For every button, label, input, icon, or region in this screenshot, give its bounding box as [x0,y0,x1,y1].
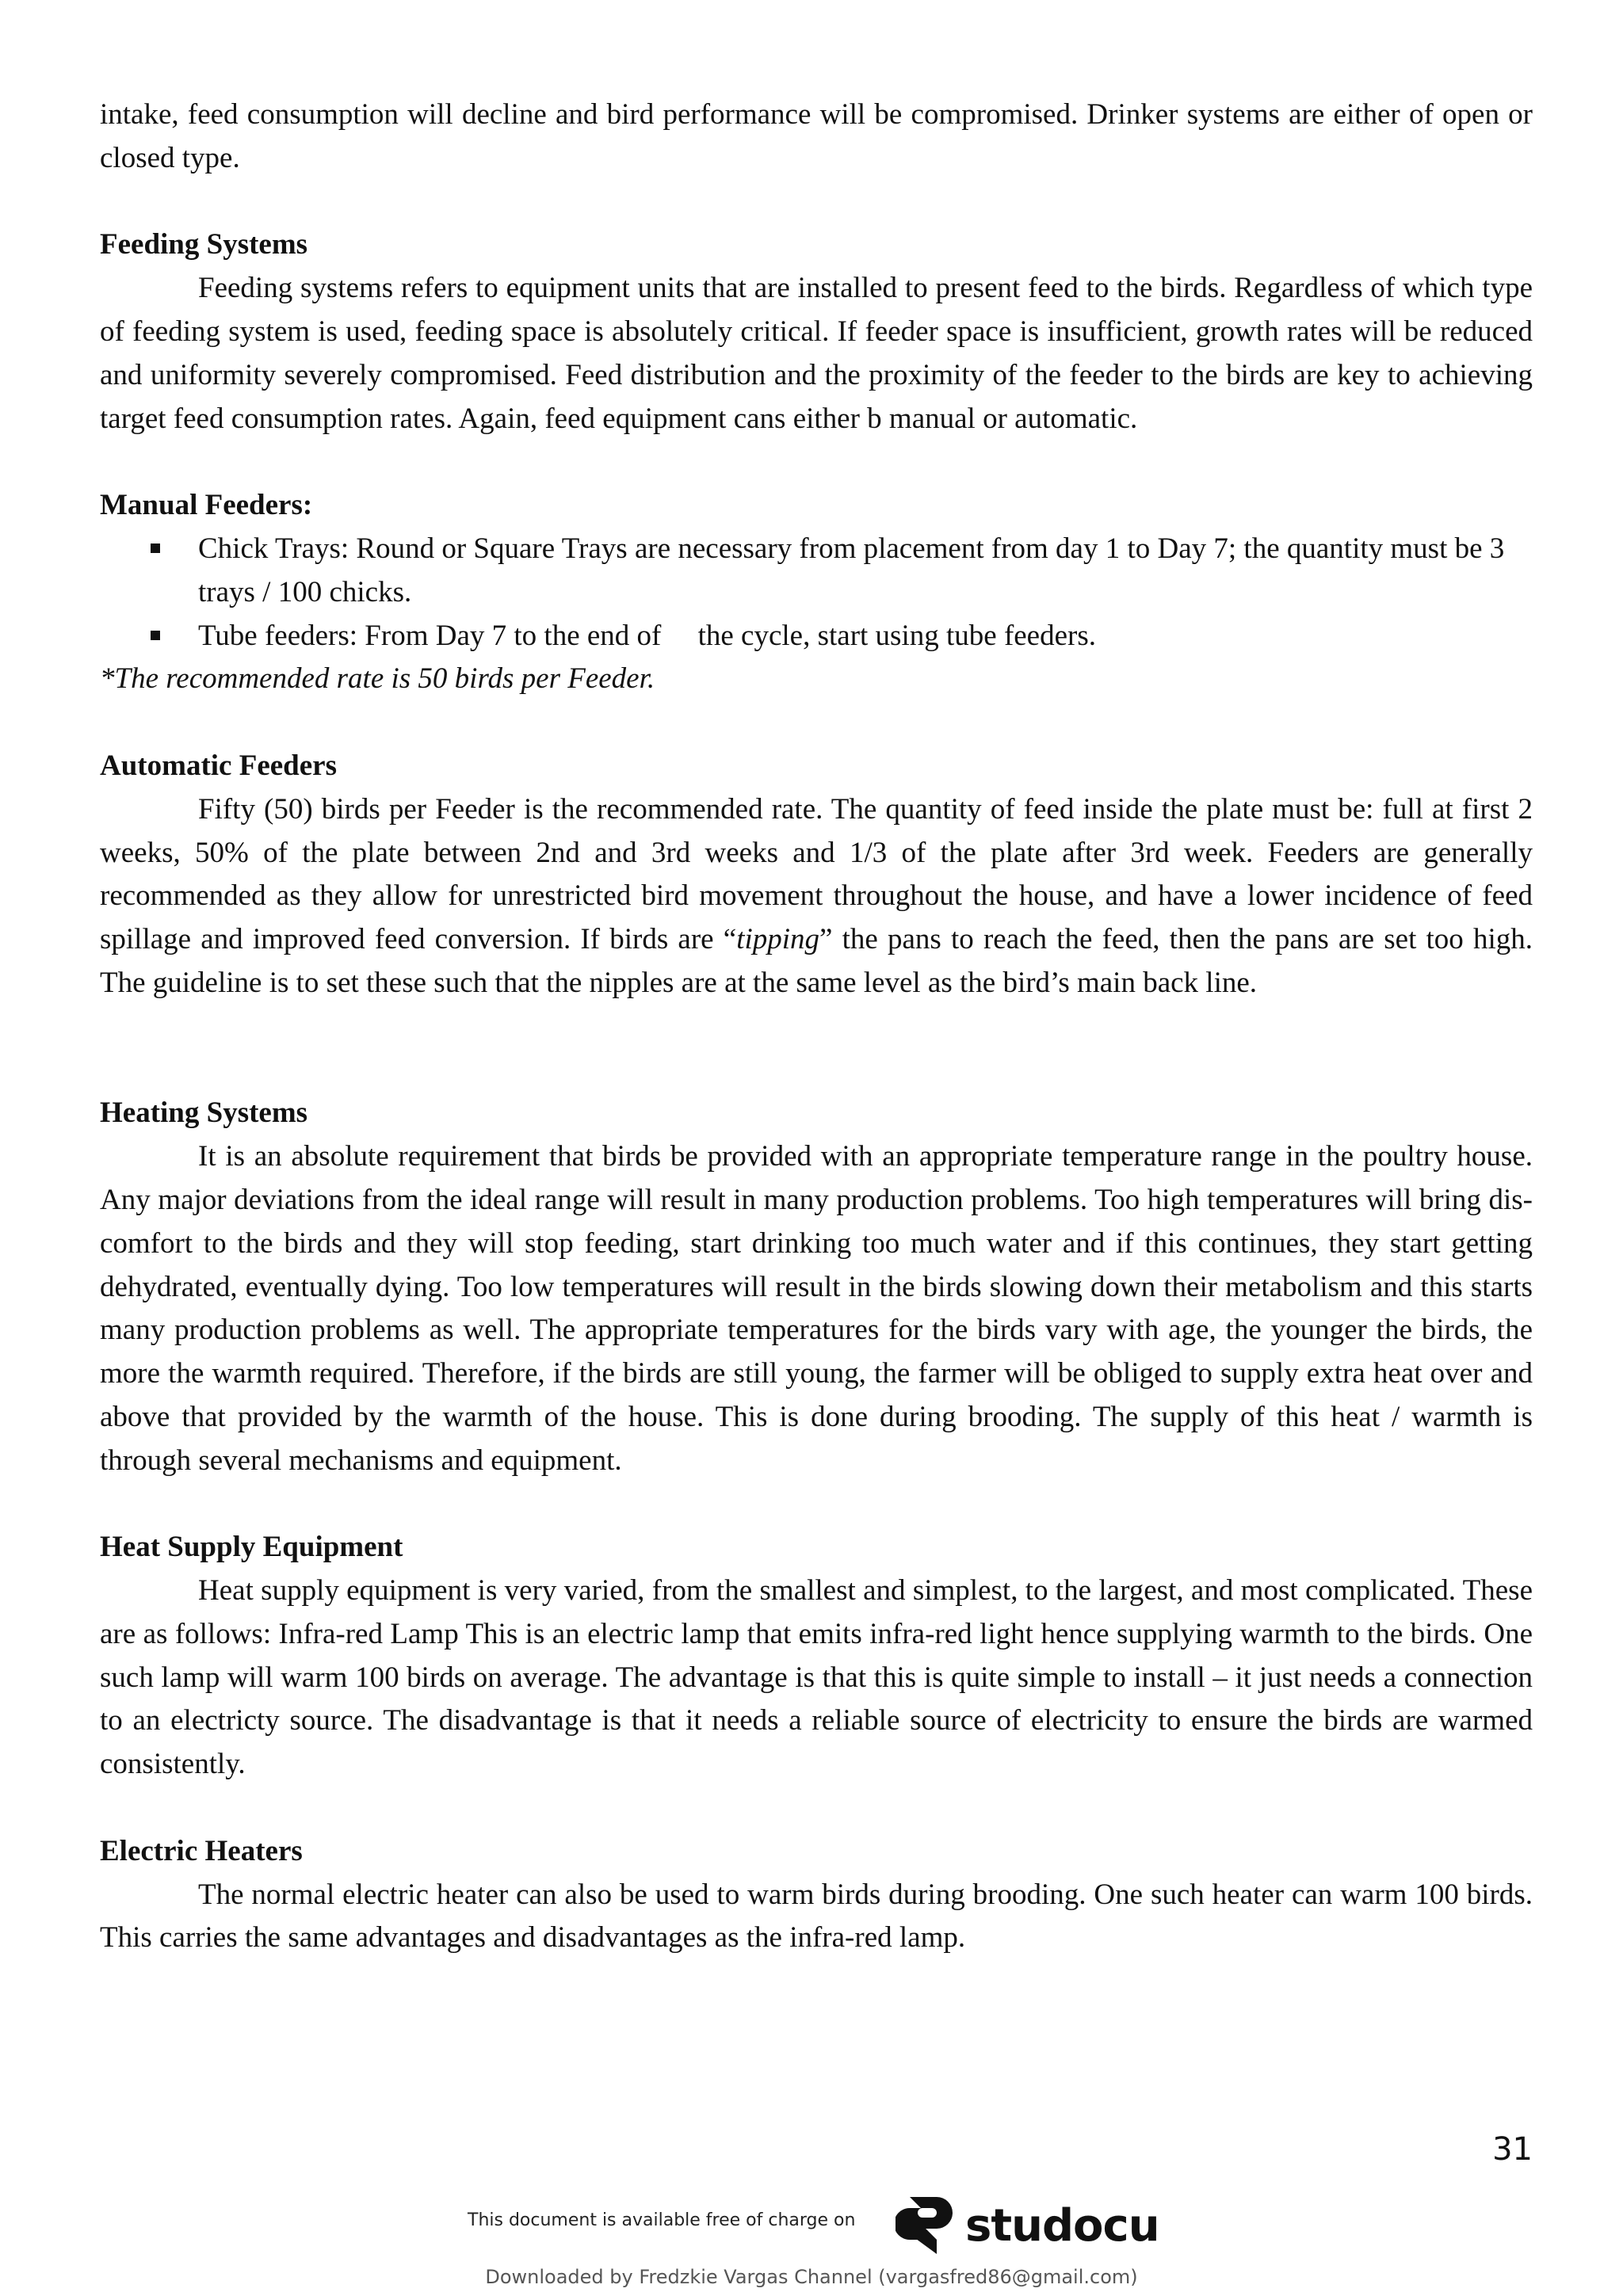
document-page [100,93,1533,1960]
manual-feeders-list [100,528,1533,658]
heating-systems-heading: Heating Systems [100,1097,308,1130]
heat-supply-equipment-heading: Heat Supply Equipment [100,1531,403,1564]
square-bullet-icon [151,631,160,640]
heat-supply-equipment-paragraph: Heat supply equipment is very varied, from the smallest and simplest, to the largest, and most complicated. These are as follows: Infra-red Lamp This is an electric lamp that emits infra-red light hence supplying warmth to the birds. One such lamp will warm 100 birds on average. The advantage is that this is quite simple to install – it just needs a connection to an electricty source. The disadvantage is that it needs a reliable source of electricity to ensure the birds are warmed consistently. [100,1574,1533,1781]
automatic-feeders-paragraph [100,788,1533,1005]
heating-systems-paragraph: It is an absolute requirement that birds be provided with an appropriate temperature range in the poultry house. Any major deviations from the ideal range will result in many production problems. Too high temperatures will bring dis-comfort to the birds and they will stop feeding, start drinking too much water and if this continues, they start getting dehydrated, eventually dying. Too low temperatures will result in the birds slowing down their metabolism and this starts many production problems as well. The appropriate temperatures for the birds vary with age, the younger the birds, the more the warmth required. Therefore, if the birds are still young, the farmer will be obliged to supply extra heat over and above that provided by the warmth of the house. This is done during brooding. The supply of this heat / warmth is through several mechanisms and equipment. [100,1140,1533,1477]
automatic-feeders-text-part2: ” the pans to reach the feed, then the pans are set too high. The guideline is to set these such that the nipples are at the same level as the bird’s main back line. [100,923,1533,999]
feeding-systems-paragraph: Feeding systems refers to equipment units that are installed to present feed to the birds. Regardless of which type of feeding system is used, feeding space is absolutely critical. If feeder space is insufficient, growth rates will be reduced and uniformity severely compromised. Feed distribution and the proximity of the feeder to the birds are key to achieving target feed consumption rates. Again, feed equipment cans either b manual or automatic. [100,272,1533,435]
intro-paragraph: intake, feed consumption will decline and bird performance will be compromised. Drinker systems are either of open or closed type. [100,98,1533,174]
tipping-emphasis: tipping [736,923,820,956]
list-item-text: Chick Trays: Round or Square Trays are necessary from placement from day 1 to Day 7; the quantity must be 3 trays / 100 chicks. [198,532,1505,608]
electric-heaters-paragraph: The normal electric heater can also be used to warm birds during brooding. One such heater can warm 100 birds. This carries the same advantages and disadvantages as the infra-red lamp. [100,1878,1533,1955]
footer-downloaded-text: Downloaded by Fredzkie Vargas Channel (vargasfred86@gmail.com) [485,2266,1138,2288]
recommended-rate-note: *The recommended rate is 50 birds per Feeder. [100,662,655,696]
automatic-feeders-text-part1: Fifty (50) birds per Feeder is the recommended rate. The quantity of feed inside the plate must be: full at first 2 weeks, 50% of the plate between 2nd and 3rd weeks and 1/3 of the plate after 3rd week. Feeders are generally recommended as they allow for unrestricted bird movement throughout the house, and have a lower incidence of feed spillage and improved feed conversion. If birds are “ [100,792,1533,956]
studocu-logo[interactable] [896,2190,1159,2261]
list-item [100,615,1533,658]
studocu-logo-text: studocu [965,2199,1159,2252]
list-item [100,528,1533,615]
manual-feeders-heading: Manual Feeders: [100,489,313,522]
square-bullet-icon [151,543,160,553]
footer [0,2187,1623,2296]
page-number: 31 [1492,2131,1533,2168]
feeding-systems-heading: Feeding Systems [100,228,308,261]
studocu-logo-icon [896,2192,959,2259]
footer-available-text: This document is available free of charge on [468,2210,856,2230]
electric-heaters-heading: Electric Heaters [100,1834,303,1867]
list-item-text: Tube feeders: From Day 7 to the end of the cycle, start using tube feeders. [198,619,1096,652]
automatic-feeders-heading: Automatic Feeders [100,749,337,782]
